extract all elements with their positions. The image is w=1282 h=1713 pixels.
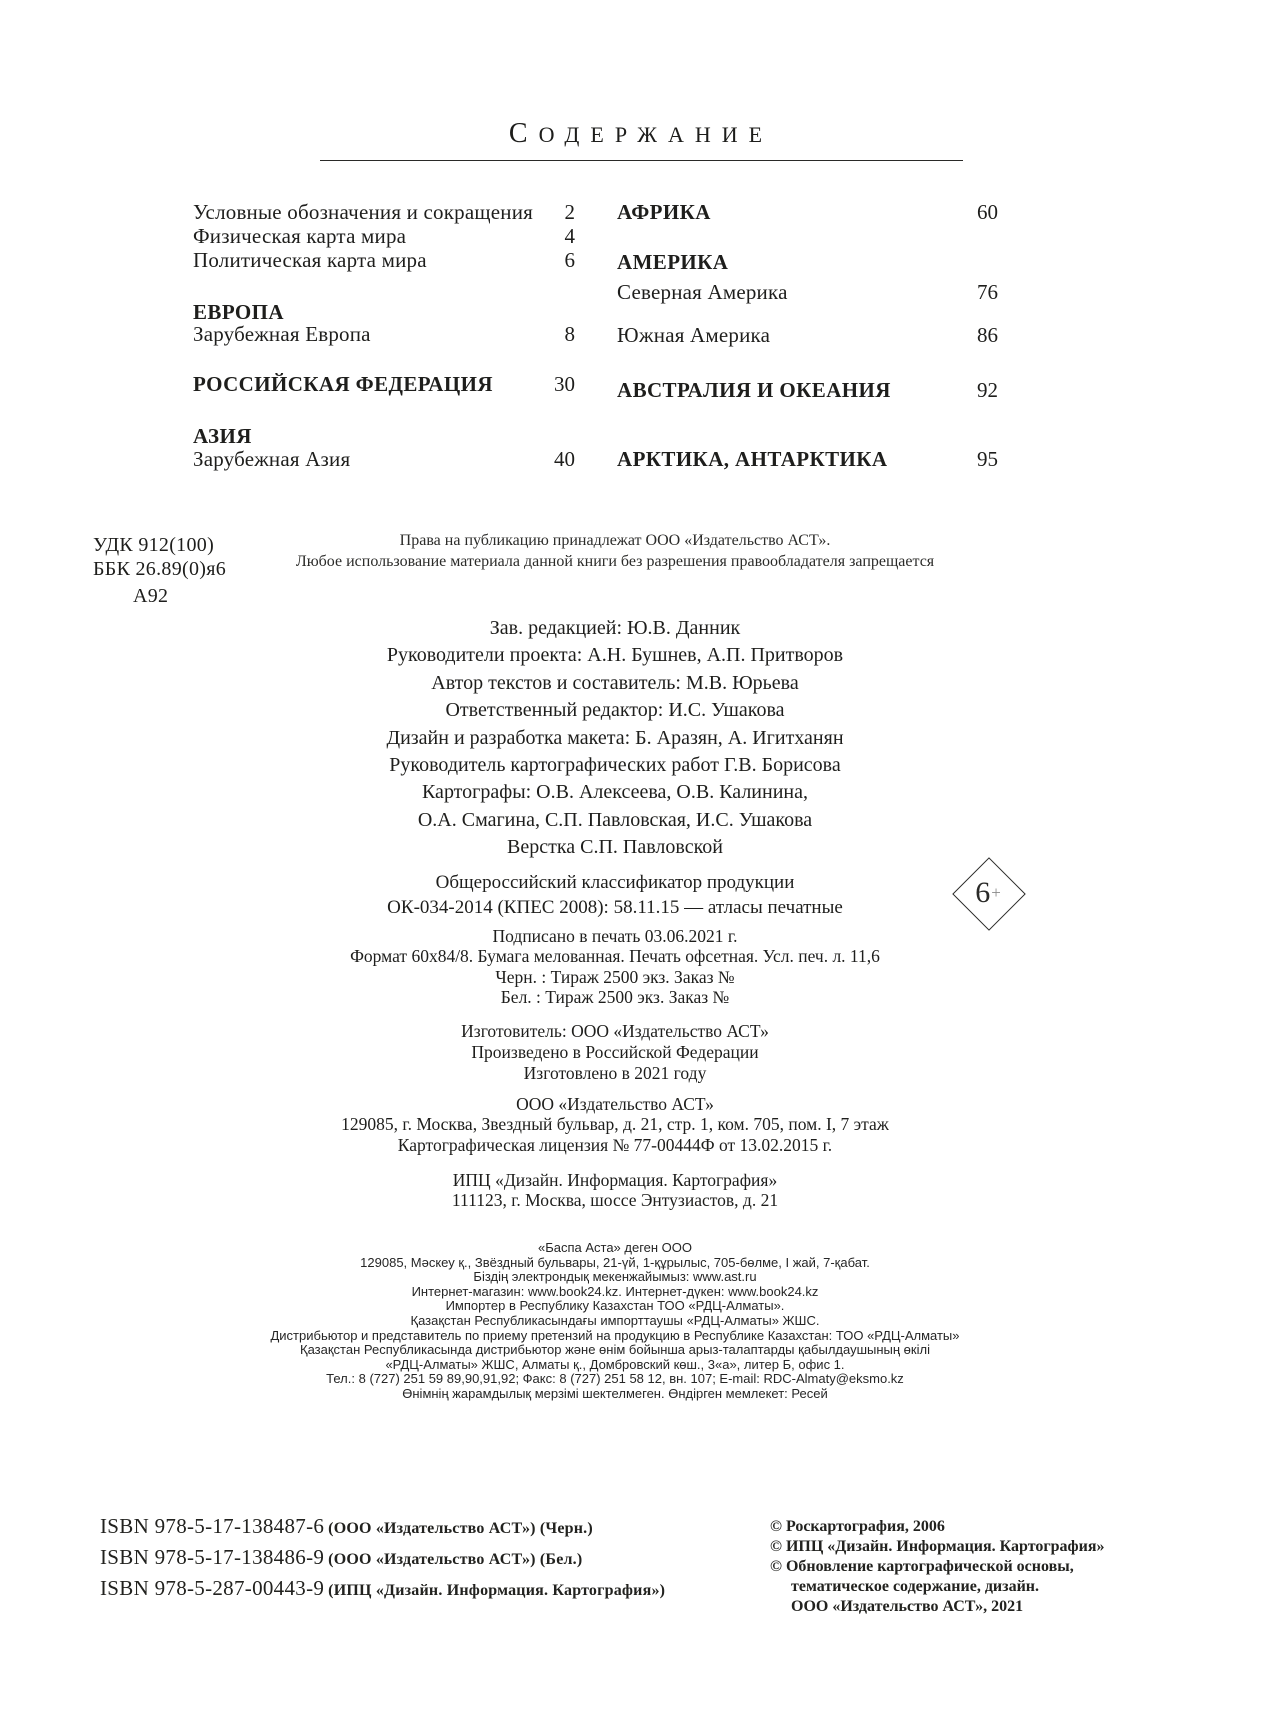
text-line: Қазақстан Республикасындағы импорттаушы «РДЦ-Алматы» ЖШС. bbox=[410, 1312, 820, 1328]
copyright-line: тематическое содержание, дизайн. bbox=[791, 1578, 1039, 1595]
toc-section-heading bbox=[193, 372, 575, 396]
copyright-line: © Роскартография, 2006 bbox=[770, 1518, 945, 1535]
text-line: Общероссийский классификатор продукции bbox=[435, 872, 795, 893]
text-line: Тел.: 8 (727) 251 59 89,90,91,92; Факс: 8 (727) 251 58 12, вн. 107; E-mail: RDC-Almaty@eksmo.kz bbox=[326, 1371, 904, 1387]
isbn-line bbox=[100, 1574, 665, 1605]
toc-entry bbox=[193, 248, 575, 272]
toc-section-heading bbox=[617, 250, 998, 274]
manufacturer-info bbox=[0, 1021, 1256, 1084]
toc-entry-label: АВСТРАЛИЯ И ОКЕАНИЯ bbox=[617, 378, 891, 402]
isbn-block bbox=[100, 1512, 665, 1605]
text-line: Изготовитель: ООО «Издательство АСТ» bbox=[461, 1021, 769, 1041]
text-line: ОК-034-2014 (КПЕС 2008): 58.11.15 — атласы печатные bbox=[387, 897, 843, 918]
print-info bbox=[0, 926, 1256, 1008]
toc-entry bbox=[193, 224, 575, 248]
bbk-code: ББК 26.89(0)я6 bbox=[93, 558, 227, 580]
age-rating-number: 6 bbox=[975, 876, 991, 909]
isbn-note: (ИПЦ «Дизайн. Информация. Картография») bbox=[328, 1582, 666, 1599]
text-line: Дистрибьютор и представитель по приему претензий на продукцию в Республике Казахстан: ТОО «РДЦ-Алматы» bbox=[270, 1327, 960, 1343]
toc-entry-label: Южная Америка bbox=[617, 323, 771, 347]
copyright-block bbox=[770, 1517, 1105, 1617]
isbn-note: (ООО «Издательство АСТ») (Черн.) bbox=[328, 1520, 593, 1537]
age-rating-plus: + bbox=[991, 883, 1001, 902]
toc-entry-page: 60 bbox=[977, 200, 998, 224]
kazakh-distributor-block bbox=[0, 1241, 1256, 1402]
toc-entry-label: Физическая карта мира bbox=[193, 224, 407, 248]
text-line: Черн. : Тираж 2500 экз. Заказ № bbox=[495, 966, 735, 987]
text-line: Картографическая лицензия № 77-00444Ф от 13.02.2015 г. bbox=[397, 1134, 833, 1155]
text-line: 111123, г. Москва, шоссе Энтузиастов, д. 21 bbox=[451, 1189, 779, 1210]
copyright-line: © Обновление картографической основы, bbox=[770, 1558, 1074, 1575]
rights-notice bbox=[0, 531, 1256, 572]
text-line: Любое использование материала данной книги без разрешения правообладателя запрещается bbox=[295, 552, 935, 570]
text-line: Біздің электрондық мекенжайымыз: www.ast.ru bbox=[473, 1269, 757, 1285]
text-line: Изготовлено в 2021 году bbox=[523, 1063, 707, 1083]
product-classifier bbox=[0, 870, 1256, 920]
toc-entry-page: 76 bbox=[977, 280, 998, 304]
isbn-line bbox=[100, 1512, 665, 1543]
toc-entry-label: АМЕРИКА bbox=[617, 250, 729, 274]
toc-entry-page: 2 bbox=[564, 200, 575, 224]
toc-entry-label: РОССИЙСКАЯ ФЕДЕРАЦИЯ bbox=[193, 372, 493, 396]
age-rating-badge bbox=[950, 855, 1026, 931]
text-line: Дизайн и разработка макета: Б. Аразян, А. Игитханян bbox=[386, 726, 844, 749]
ipc-address bbox=[0, 1171, 1256, 1210]
copyright-line: © ИПЦ «Дизайн. Информация. Картография» bbox=[770, 1538, 1105, 1555]
text-line: Подписано в печать 03.06.2021 г. bbox=[492, 926, 738, 946]
text-line: Автор текстов и составитель: М.В. Юрьева bbox=[431, 671, 799, 694]
text-line: Импортер в Республику Казахстан ТОО «РДЦ-Алматы». bbox=[445, 1298, 785, 1314]
toc-entry-label: ЕВРОПА bbox=[193, 300, 284, 324]
text-line: Ответственный редактор: И.С. Ушакова bbox=[445, 699, 785, 722]
toc-entry-page: 92 bbox=[977, 378, 998, 402]
text-line: О.А. Смагина, С.П. Павловская, И.С. Ушакова bbox=[417, 808, 813, 831]
isbn-code: ISBN 978-5-17-138487-6 bbox=[100, 1514, 325, 1538]
toc-entry bbox=[193, 322, 575, 346]
toc-section-heading bbox=[617, 378, 998, 402]
text-line: 129085, Мәскеу қ., Звёздный бульвары, 21-үй, 1-құрылыс, 705-бөлме, I жай, 7-қабат. bbox=[360, 1254, 870, 1270]
toc-entry-label: Северная Америка bbox=[617, 280, 788, 304]
toc-entry bbox=[193, 447, 575, 471]
text-line: Зав. редакцией: Ю.В. Данник bbox=[489, 617, 741, 639]
isbn-line bbox=[100, 1543, 665, 1574]
publisher-address bbox=[0, 1094, 1256, 1155]
toc-entry-label: Условные обозначения и сокращения bbox=[193, 200, 534, 224]
toc-entry-page: 40 bbox=[554, 447, 575, 471]
toc-entry-label: Зарубежная Европа bbox=[193, 322, 371, 346]
toc-entry-page: 8 bbox=[564, 322, 575, 346]
isbn-note: (ООО «Издательство АСТ») (Бел.) bbox=[328, 1551, 583, 1568]
toc-entry bbox=[617, 323, 998, 347]
toc-entry-page: 6 bbox=[564, 248, 575, 272]
text-line: Картографы: О.В. Алексеева, О.В. Калинина, bbox=[421, 781, 808, 804]
text-line: «РДЦ-Алматы» ЖШС, Алматы қ., Домбровский көш., 3«а», литер Б, офис 1. bbox=[385, 1356, 845, 1372]
toc-entry-label: Зарубежная Азия bbox=[193, 447, 351, 471]
text-line: 129085, г. Москва, Звездный бульвар, д. 21, стр. 1, ком. 705, пом. I, 7 этаж bbox=[341, 1114, 889, 1135]
page-title: СОДЕРЖАНИЕ bbox=[508, 118, 774, 149]
toc-entry-page: 30 bbox=[554, 372, 575, 396]
text-line: Права на публикацию принадлежат ООО «Издательство АСТ». bbox=[399, 532, 831, 549]
toc-section-heading bbox=[193, 424, 575, 448]
credits-block bbox=[0, 615, 1256, 862]
udk-code: УДК 912(100) bbox=[93, 534, 215, 556]
toc-entry bbox=[617, 280, 998, 304]
isbn-code: ISBN 978-5-287-00443-9 bbox=[100, 1576, 325, 1600]
toc-entry-page: 86 bbox=[977, 323, 998, 347]
toc-entry-page: 4 bbox=[564, 224, 575, 248]
text-line: Бел. : Тираж 2500 экз. Заказ № bbox=[500, 987, 730, 1008]
toc-entry-label: Политическая карта мира bbox=[193, 248, 427, 272]
text-line: Интернет-магазин: www.book24.kz. Интернет-дүкен: www.book24.kz bbox=[411, 1283, 819, 1299]
text-line: «Баспа Аста» деген ООО bbox=[537, 1240, 693, 1255]
copyright-line: ООО «Издательство АСТ», 2021 bbox=[791, 1598, 1024, 1615]
toc-entry-label: АРКТИКА, АНТАРКТИКА bbox=[617, 447, 888, 471]
toc-section-heading bbox=[617, 447, 998, 471]
text-line: Өнімнің жарамдылық мерзімі шектелмеген. Өндірген мемлекет: Ресей bbox=[402, 1385, 828, 1401]
toc-entry bbox=[193, 200, 575, 224]
toc-entry-label: АФРИКА bbox=[617, 200, 711, 224]
text-line: Формат 60х84/8. Бумага мелованная. Печать офсетная. Усл. печ. л. 11,6 bbox=[350, 946, 880, 967]
text-line: Қазақстан Республикасында дистрибьютор және өнім бойынша арыз-талаптарды қабылдаушының өкілі bbox=[300, 1342, 930, 1358]
contents-divider bbox=[320, 160, 963, 161]
text-line: ИПЦ «Дизайн. Информация. Картография» bbox=[452, 1170, 778, 1190]
text-line: Произведено в Российской Федерации bbox=[471, 1042, 759, 1062]
text-line: ООО «Издательство АСТ» bbox=[516, 1094, 714, 1114]
text-line: Руководители проекта: А.Н. Бушнев, А.П. Притворов bbox=[386, 644, 844, 667]
text-line: Верстка С.П. Павловской bbox=[507, 836, 723, 859]
toc-section-heading bbox=[617, 200, 998, 224]
toc-section-heading bbox=[193, 300, 575, 324]
toc-entry-label: АЗИЯ bbox=[193, 424, 252, 448]
author-code: А92 bbox=[133, 585, 169, 607]
text-line: Руководитель картографических работ Г.В. Борисова bbox=[389, 754, 841, 777]
toc-entry-page: 95 bbox=[977, 447, 998, 471]
isbn-code: ISBN 978-5-17-138486-9 bbox=[100, 1545, 325, 1569]
